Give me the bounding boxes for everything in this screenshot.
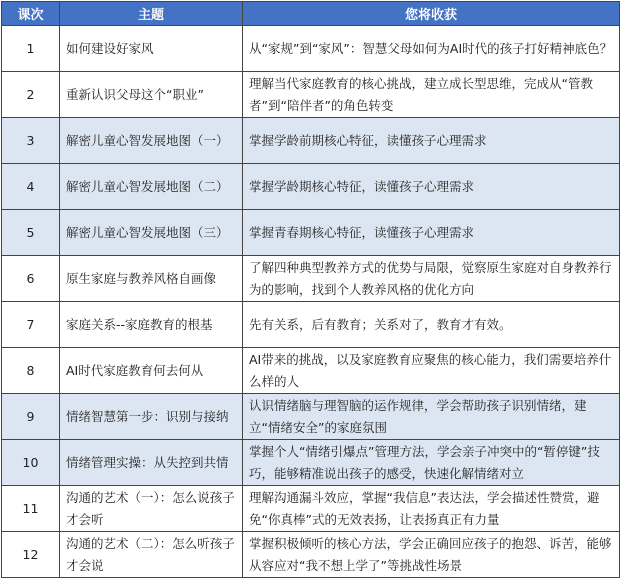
- lesson-number: 3: [2, 118, 60, 164]
- table-row: [2, 394, 620, 440]
- table-row: [2, 532, 620, 578]
- lesson-number: 6: [2, 256, 60, 302]
- lesson-topic: 情绪管理实操：从失控到共情: [60, 440, 243, 486]
- lesson-gain: 掌握学龄期核心特征，读懂孩子心理需求: [243, 164, 620, 210]
- lesson-gain: 掌握个人“情绪引爆点”管理方法，学会亲子冲突中的“暂停键”技巧，能够精准说出孩子的感受，快速化解情绪对立: [243, 440, 620, 486]
- table-row: [2, 26, 620, 72]
- lesson-gain: 先有关系，后有教育；关系对了，教育才有效。: [243, 302, 620, 348]
- lesson-gain: 了解四种典型教养方式的优势与局限，觉察原生家庭对自身教养行为的影响，找到个人教养风格的优化方向: [243, 256, 620, 302]
- table-row: [2, 440, 620, 486]
- lesson-topic: 家庭关系--家庭教育的根基: [60, 302, 243, 348]
- lesson-number: 5: [2, 210, 60, 256]
- lesson-topic: 沟通的艺术（二）：怎么听孩子才会说: [60, 532, 243, 578]
- table-row: [2, 210, 620, 256]
- lesson-topic: 沟通的艺术（一）：怎么说孩子才会听: [60, 486, 243, 532]
- table-row: [2, 302, 620, 348]
- lesson-number: 8: [2, 348, 60, 394]
- lesson-gain: 掌握青春期核心特征，读懂孩子心理需求: [243, 210, 620, 256]
- lesson-topic: AI时代家庭教育何去何从: [60, 348, 243, 394]
- lesson-gain: 认识情绪脑与理智脑的运作规律，学会帮助孩子识别情绪，建立“情绪安全”的家庭氛围: [243, 394, 620, 440]
- lesson-topic: 解密儿童心智发展地图（一）: [60, 118, 243, 164]
- header-gain: 您将收获: [243, 2, 620, 26]
- lesson-topic: 解密儿童心智发展地图（二）: [60, 164, 243, 210]
- table-header: [2, 2, 620, 26]
- lesson-topic: 解密儿童心智发展地图（三）: [60, 210, 243, 256]
- table-row: [2, 72, 620, 118]
- table-row: [2, 118, 620, 164]
- lesson-gain: 掌握学龄前期核心特征，读懂孩子心理需求: [243, 118, 620, 164]
- lesson-number: 1: [2, 26, 60, 72]
- lesson-gain: 掌握积极倾听的核心方法，学会正确回应孩子的抱怨、诉苦，能够从容应对“我不想上学了”等挑战性场景: [243, 532, 620, 578]
- lesson-number: 7: [2, 302, 60, 348]
- lesson-topic: 原生家庭与教养风格自画像: [60, 256, 243, 302]
- lesson-number: 12: [2, 532, 60, 578]
- lesson-number: 9: [2, 394, 60, 440]
- table-row: [2, 348, 620, 394]
- table-row: [2, 486, 620, 532]
- table-row: [2, 256, 620, 302]
- table-row: [2, 164, 620, 210]
- lesson-number: 4: [2, 164, 60, 210]
- lesson-gain: 理解沟通漏斗效应，掌握“我信息”表达法，学会描述性赞赏，避免“你真棒”式的无效表扬，让表扬真正有力量: [243, 486, 620, 532]
- lesson-topic: 情绪智慧第一步：识别与接纳: [60, 394, 243, 440]
- lesson-gain: 理解当代家庭教育的核心挑战，建立成长型思维，完成从“管教者”到“陪伴者”的角色转变: [243, 72, 620, 118]
- lesson-number: 2: [2, 72, 60, 118]
- lesson-number: 11: [2, 486, 60, 532]
- lesson-gain: 从“家规”到“家风”：智慧父母如何为AI时代的孩子打好精神底色？: [243, 26, 620, 72]
- header-topic: 主题: [60, 2, 243, 26]
- header-lesson: 课次: [2, 2, 60, 26]
- lesson-topic: 如何建设好家风: [60, 26, 243, 72]
- course-table: [1, 1, 620, 578]
- lesson-number: 10: [2, 440, 60, 486]
- lesson-topic: 重新认识父母这个“职业”: [60, 72, 243, 118]
- lesson-gain: AI带来的挑战，以及家庭教育应聚焦的核心能力，我们需要培养什么样的人: [243, 348, 620, 394]
